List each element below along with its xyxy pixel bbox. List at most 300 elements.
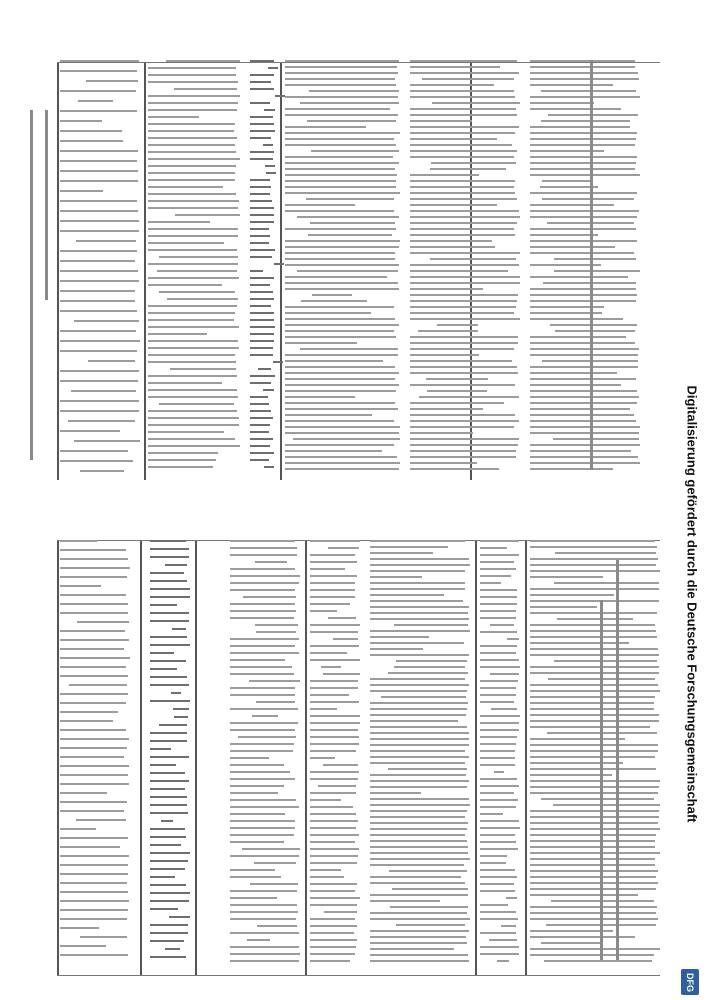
text-line	[60, 657, 130, 659]
text-line	[250, 417, 273, 419]
text-line	[530, 654, 659, 656]
text-line	[530, 402, 637, 404]
text-line	[480, 715, 520, 717]
text-line	[370, 702, 468, 704]
text-line	[370, 642, 464, 644]
text-line	[285, 432, 399, 434]
text-line	[530, 702, 654, 704]
text-line	[530, 756, 655, 758]
text-line	[530, 558, 658, 560]
text-line	[250, 242, 269, 244]
text-line	[285, 66, 397, 68]
text-line	[310, 687, 358, 689]
text-line	[480, 841, 516, 843]
text-line	[60, 864, 128, 866]
text-line	[170, 368, 236, 370]
text-line	[410, 180, 515, 182]
text-line	[437, 324, 479, 326]
text-line	[410, 432, 473, 434]
text-line	[285, 156, 393, 158]
text-line	[150, 876, 175, 878]
text-line	[150, 620, 189, 622]
text-line	[256, 701, 295, 703]
text-line	[285, 186, 396, 188]
text-line	[491, 708, 517, 710]
text-line	[530, 126, 630, 128]
text-line	[150, 676, 187, 678]
text-line	[274, 263, 284, 265]
text-line	[60, 280, 139, 282]
text-line	[530, 276, 628, 278]
text-line	[285, 288, 399, 290]
text-line	[301, 300, 366, 302]
text-line	[255, 561, 287, 563]
text-line	[324, 911, 357, 913]
text-line	[410, 306, 516, 308]
text-line	[310, 925, 357, 927]
text-line	[60, 290, 135, 292]
text-line	[285, 456, 397, 458]
text-line	[60, 350, 137, 352]
text-line	[76, 819, 125, 821]
text-line	[285, 390, 396, 392]
text-line	[530, 336, 626, 338]
text-line	[250, 137, 271, 139]
text-line	[370, 798, 469, 800]
text-line	[480, 848, 518, 850]
text-line	[60, 310, 137, 312]
text-line	[148, 466, 213, 468]
text-line	[410, 144, 512, 146]
text-line	[370, 822, 468, 824]
text-line	[310, 701, 359, 703]
text-line	[410, 120, 472, 122]
text-line	[250, 277, 274, 279]
text-line	[250, 186, 271, 188]
text-line	[530, 792, 658, 794]
text-line	[410, 90, 514, 92]
text-line	[480, 659, 519, 661]
text-line	[150, 548, 189, 550]
text-line	[370, 612, 468, 614]
text-line	[148, 459, 216, 461]
text-line	[410, 426, 514, 428]
text-line	[480, 806, 516, 808]
text-line	[480, 554, 519, 556]
text-line	[150, 756, 189, 758]
text-line	[174, 716, 189, 718]
text-line	[230, 708, 298, 710]
text-line	[150, 796, 187, 798]
text-line	[311, 150, 398, 152]
text-line	[507, 638, 520, 640]
text-line	[530, 150, 604, 152]
text-line	[370, 726, 467, 728]
text-line	[480, 701, 514, 703]
text-line	[285, 282, 398, 284]
text-line	[410, 114, 517, 116]
text-line	[230, 855, 299, 857]
text-line	[60, 837, 128, 839]
text-line	[554, 582, 659, 584]
text-line	[148, 410, 237, 412]
text-line	[308, 234, 393, 236]
vertical-rule	[140, 540, 142, 975]
text-line	[370, 774, 466, 776]
text-line	[150, 956, 186, 958]
text-line	[250, 116, 273, 118]
text-line	[541, 90, 636, 92]
text-line	[530, 138, 636, 140]
text-line	[530, 540, 655, 542]
text-line	[410, 174, 479, 176]
text-line	[530, 234, 598, 236]
text-line	[60, 230, 139, 232]
text-line	[60, 720, 113, 722]
text-line	[530, 210, 639, 212]
text-line	[530, 762, 623, 764]
text-line	[148, 102, 238, 104]
text-line	[410, 126, 519, 128]
text-line	[530, 84, 613, 86]
text-line	[285, 258, 395, 260]
text-line	[410, 240, 492, 242]
text-line	[165, 564, 188, 566]
text-line	[250, 291, 273, 293]
text-line	[530, 768, 656, 770]
text-line	[285, 408, 398, 410]
text-line	[530, 780, 660, 782]
text-line	[230, 610, 296, 612]
text-line	[410, 138, 497, 140]
vertical-text-line	[30, 110, 33, 460]
text-line	[370, 630, 470, 632]
text-line	[76, 240, 136, 242]
text-line	[60, 810, 124, 812]
text-line	[60, 603, 128, 605]
text-line	[148, 445, 240, 447]
text-line	[285, 330, 394, 332]
text-line	[148, 263, 238, 265]
text-line	[148, 95, 240, 97]
text-line	[167, 298, 238, 300]
text-line	[410, 342, 518, 344]
text-line	[150, 700, 190, 702]
text-line	[530, 432, 639, 434]
text-line	[310, 876, 344, 878]
text-line	[530, 306, 604, 308]
text-line	[250, 312, 274, 314]
text-line	[480, 862, 506, 864]
text-line	[150, 900, 189, 902]
text-line	[530, 822, 658, 824]
text-line	[285, 264, 399, 266]
text-line	[60, 828, 96, 830]
text-line	[550, 324, 637, 326]
text-line	[60, 702, 126, 704]
text-line	[370, 810, 467, 812]
text-line	[501, 925, 517, 927]
text-line	[370, 690, 467, 692]
text-line	[530, 720, 659, 722]
text-line	[480, 827, 520, 829]
text-line	[285, 360, 383, 362]
text-line	[285, 108, 390, 110]
text-line	[530, 786, 659, 788]
vertical-rule	[305, 540, 307, 975]
text-line	[410, 402, 504, 404]
text-line	[230, 603, 295, 605]
text-line	[60, 250, 137, 252]
text-line	[230, 617, 294, 619]
text-line	[310, 953, 355, 955]
text-line	[530, 546, 657, 548]
text-line	[230, 666, 292, 668]
text-line	[530, 96, 640, 98]
text-line	[370, 606, 469, 608]
text-line	[310, 750, 356, 752]
text-line	[74, 440, 140, 442]
text-line	[250, 354, 273, 356]
text-line	[388, 768, 468, 770]
text-line	[410, 276, 520, 278]
text-line	[148, 172, 235, 174]
text-line	[370, 588, 465, 590]
text-line	[410, 270, 508, 272]
text-line	[60, 370, 139, 372]
text-line	[74, 320, 138, 322]
text-line	[150, 804, 187, 806]
text-line	[148, 158, 240, 160]
text-line	[60, 450, 128, 452]
text-line	[410, 264, 519, 266]
text-line	[410, 84, 494, 86]
text-line	[60, 380, 138, 382]
text-line	[297, 270, 399, 272]
text-line	[480, 561, 514, 563]
text-line	[250, 102, 270, 104]
text-line	[530, 66, 635, 68]
text-line	[230, 757, 269, 759]
text-line	[150, 828, 185, 830]
text-line	[410, 444, 518, 446]
text-line	[148, 354, 235, 356]
text-line	[530, 840, 655, 842]
text-line	[480, 869, 515, 871]
text-line	[530, 846, 655, 848]
text-line	[230, 645, 295, 647]
text-line	[333, 638, 357, 640]
text-line	[530, 456, 638, 458]
text-line	[60, 90, 136, 92]
text-line	[148, 207, 238, 209]
text-line	[77, 621, 129, 623]
text-line	[370, 900, 440, 902]
text-line	[60, 891, 128, 893]
text-line	[250, 123, 274, 125]
text-line	[60, 567, 130, 569]
text-line	[480, 890, 515, 892]
text-line	[530, 372, 617, 374]
text-line	[410, 222, 517, 224]
text-line	[310, 540, 360, 542]
text-line	[255, 624, 298, 626]
text-line	[230, 540, 295, 542]
text-line	[310, 778, 358, 780]
text-line	[285, 246, 399, 248]
text-line	[60, 410, 139, 412]
text-line	[250, 74, 274, 76]
text-line	[150, 668, 177, 670]
text-line	[268, 67, 278, 69]
text-line	[370, 918, 470, 920]
text-line	[250, 214, 274, 216]
text-line	[309, 90, 400, 92]
text-line	[310, 904, 357, 906]
text-line	[480, 547, 507, 549]
text-line	[60, 110, 137, 112]
text-line	[150, 604, 177, 606]
text-line	[150, 596, 190, 598]
text-line	[328, 617, 356, 619]
text-line	[60, 180, 138, 182]
text-line	[310, 869, 341, 871]
text-line	[310, 799, 341, 801]
text-line	[250, 396, 268, 398]
text-line	[530, 948, 660, 950]
text-line	[370, 864, 464, 866]
text-line	[172, 628, 187, 630]
text-line	[60, 130, 122, 132]
text-line	[542, 198, 635, 200]
text-line	[530, 828, 660, 830]
text-line	[410, 414, 515, 416]
text-line	[230, 687, 295, 689]
text-line	[60, 594, 126, 596]
text-line	[370, 780, 469, 782]
text-line	[557, 618, 633, 620]
text-line	[530, 240, 637, 242]
text-line	[60, 300, 135, 302]
text-line	[148, 235, 238, 237]
text-line	[60, 927, 99, 929]
text-line	[310, 792, 356, 794]
text-line	[480, 568, 516, 570]
text-line	[285, 174, 397, 176]
text-line	[530, 876, 656, 878]
text-line	[555, 330, 636, 332]
text-line	[310, 694, 349, 696]
text-line	[318, 785, 356, 787]
text-line	[250, 305, 271, 307]
text-line	[310, 610, 337, 612]
text-line	[548, 114, 638, 116]
vertical-text-line	[616, 560, 619, 960]
text-line	[230, 764, 284, 766]
text-line	[480, 652, 516, 654]
text-line	[60, 340, 140, 342]
text-line	[480, 589, 517, 591]
text-line	[530, 630, 656, 632]
text-line	[530, 888, 656, 890]
text-line	[410, 186, 514, 188]
text-line	[148, 221, 210, 223]
text-line	[312, 294, 352, 296]
text-line	[530, 354, 638, 356]
text-line	[159, 724, 187, 726]
text-line	[230, 806, 299, 808]
text-line	[310, 855, 358, 857]
text-line	[230, 743, 294, 745]
text-line	[285, 324, 399, 326]
text-line	[80, 470, 123, 472]
text-line	[410, 60, 517, 62]
text-line	[494, 771, 504, 773]
text-line	[530, 408, 630, 410]
text-line	[480, 792, 514, 794]
text-line	[148, 67, 236, 69]
text-line	[370, 540, 465, 542]
text-line	[250, 235, 270, 237]
text-line	[60, 330, 136, 332]
text-line	[150, 660, 186, 662]
text-line	[530, 810, 659, 812]
text-line	[285, 114, 398, 116]
text-line	[328, 547, 359, 549]
text-line	[148, 452, 218, 454]
text-line	[60, 666, 126, 668]
text-line	[370, 564, 470, 566]
text-line	[480, 946, 519, 948]
text-line	[410, 318, 520, 320]
text-line	[530, 366, 638, 368]
text-line	[370, 804, 470, 806]
text-line	[148, 389, 237, 391]
text-line	[60, 200, 137, 202]
text-line	[150, 860, 188, 862]
text-line	[544, 960, 652, 962]
text-line	[250, 424, 270, 426]
text-line	[150, 788, 185, 790]
text-line	[554, 258, 636, 260]
text-line	[60, 873, 128, 875]
text-line	[310, 862, 357, 864]
text-line	[497, 960, 509, 962]
text-line	[285, 378, 395, 380]
text-line	[410, 216, 520, 218]
text-line	[150, 852, 190, 854]
text-line	[530, 744, 658, 746]
text-line	[263, 144, 273, 146]
text-line	[285, 342, 357, 344]
text-line	[250, 438, 273, 440]
text-line	[370, 840, 467, 842]
text-line	[148, 200, 239, 202]
text-line	[388, 672, 468, 674]
text-line	[370, 930, 469, 932]
text-line	[148, 340, 238, 342]
text-line	[530, 444, 640, 446]
text-line	[250, 340, 274, 342]
text-line	[266, 172, 276, 174]
text-line	[410, 450, 516, 452]
text-line	[480, 680, 518, 682]
text-line	[150, 644, 190, 646]
text-line	[69, 684, 127, 686]
text-line	[60, 693, 128, 695]
text-line	[370, 648, 423, 650]
text-line	[530, 60, 635, 62]
